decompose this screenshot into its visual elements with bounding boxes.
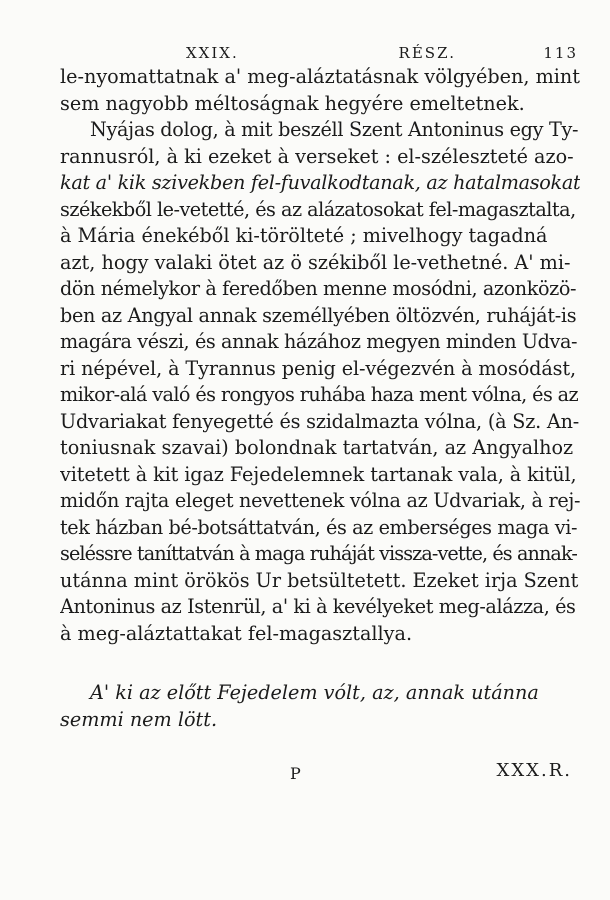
text-line: vitetett à kit igaz Fejedelemnek tartanak vala, à kitül, [60,462,577,486]
text-line: dön némelykor à feredőben menne mosódni, azonközö- [60,277,577,300]
text-line: Nyájas dolog, à mit beszéll Szent Antoninus egy Ty- [90,118,579,141]
text-line: le-nyomattatnak a' meg-aláztatásnak völgyében, mint [60,65,580,88]
text-line: rannusról, à ki ezeket à verseket : el-széleszteté azo- [60,144,574,168]
running-header [186,44,456,62]
text-line: ben az Angyal annak személlyében öltözvén, ruháját-is [60,303,577,327]
text-line: toniusnak szavai) bolondnak tartatván, az Angyalhoz [60,436,574,459]
text-line: midőn rajta eleget nevettenek vólna az Udvariak, à rej- [60,489,580,512]
signature-mark: P [290,764,301,783]
text-line: mikor-alá való és rongyos ruhába haza ment vólna, és az [60,383,579,406]
text-line: magára vészi, és annak házához megyen minden Udva- [60,330,578,353]
header-left: XXIX. [186,44,239,62]
text-line: azt, hogy valaki ötet az ö székiből le-vethetné. A' mi- [60,250,571,274]
body-text [60,64,580,647]
text-line: ri népével, à Tyrannus penig el-végezvén à mosódást, [60,356,577,380]
text-line: székekből le-vetetté, és az alázatosokat fel-magasztalta, [60,197,576,221]
text-line: utánna mint örökös Ur betsültetett. Ezeket irja Szent [60,568,579,592]
catchword: XXX.R. [496,760,572,781]
motto-line: A' ki az előtt Fejedelem vólt, az, annak utánna [90,681,539,704]
page-number: 113 [543,44,578,62]
text-line: Antoninus az Istenrül, a' ki à kevélyeket meg-alázza, és [60,595,576,618]
text-line: tek házban bé-botsáttatván, és az emberséges maga vi- [60,515,578,539]
text-line: sem nagyobb méltoságnak hegyére emeltetnek. [60,91,525,115]
text-line: à Mária énekéből ki-törölteté ; mivelhogy tagadná [60,224,548,247]
text-line: à meg-aláztattakat fel-magasztallya. [60,621,413,645]
header-right: RÉSZ. [398,44,456,62]
text-line: kat a' kik szivekben fel-fuvalkodtanak, az hatalmasokat [60,171,580,194]
text-line: Udvariakat fenyegetté és szidalmazta vólna, (à Sz. An- [60,409,580,433]
text-line: seléssre taníttatván à maga ruháját vissza-vette, és annak- [60,542,577,565]
closing-motto [60,680,580,733]
motto-line: semmi nem lött. [60,707,218,731]
